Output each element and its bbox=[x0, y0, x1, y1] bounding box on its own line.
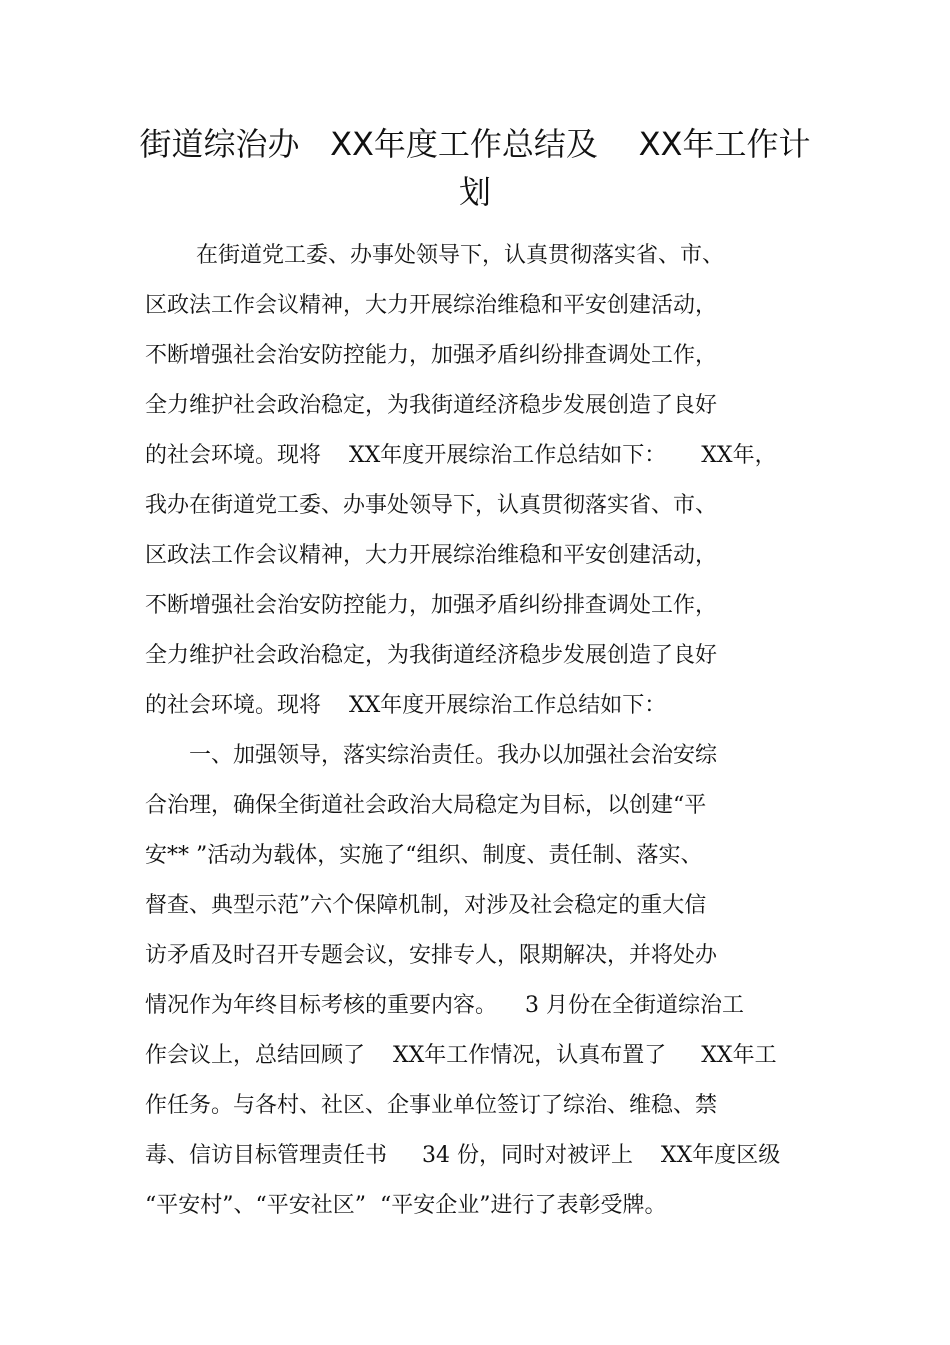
body-line: 全力维护社会政治稳定，为我街道经济稳步发展创造了良好 bbox=[145, 643, 718, 668]
body-line: “平安村”、“平安社区” “平安企业”进行了表彰受牌。 bbox=[145, 1193, 667, 1218]
body-line: 的社会环境。现将 XX年度开展综治工作总结如下： XX年， bbox=[145, 443, 777, 468]
document-title-line-1: 街道综治办 XX年度工作总结及 XX年工作计 bbox=[139, 125, 811, 163]
body-line: 合治理，确保全街道社会政治大局稳定为目标，以创建“平 bbox=[145, 793, 707, 818]
body-line: 作任务。与各村、社区、企事业单位签订了综治、维稳、禁 bbox=[145, 1093, 718, 1118]
body-line: 督查、典型示范”六个保障机制，对涉及社会稳定的重大信 bbox=[145, 893, 707, 918]
body-line: 作会议上，总结回顾了 XX年工作情况，认真布置了 XX年工 bbox=[145, 1043, 777, 1068]
body-line: 一、加强领导，落实综治责任。我办以加强社会治安综 bbox=[189, 743, 718, 768]
body-line: 访矛盾及时召开专题会议，安排专人，限期解决，并将处办 bbox=[145, 943, 718, 968]
body-line: 情况作为年终目标考核的重要内容。 3 月份在全街道综治工 bbox=[145, 993, 744, 1018]
body-line: 区政法工作会议精神，大力开展综治维稳和平安创建活动， bbox=[145, 293, 718, 318]
body-line: 安** ”活动为载体，实施了“组织、制度、责任制、落实、 bbox=[145, 843, 703, 868]
document-title-line-2: 划 bbox=[458, 173, 491, 211]
body-line: 我办在街道党工委、办事处领导下，认真贯彻落实省、市、 bbox=[145, 493, 718, 518]
body-line: 毒、信访目标管理责任书 34 份，同时对被评上 XX年度区级 bbox=[145, 1143, 781, 1168]
body-line: 不断增强社会治安防控能力，加强矛盾纠纷排查调处工作， bbox=[145, 343, 718, 368]
body-line: 在街道党工委、办事处领导下，认真贯彻落实省、市、 bbox=[196, 243, 725, 268]
body-line: 的社会环境。现将 XX年度开展综治工作总结如下： bbox=[145, 693, 667, 718]
body-line: 全力维护社会政治稳定，为我街道经济稳步发展创造了良好 bbox=[145, 393, 718, 418]
body-line: 不断增强社会治安防控能力，加强矛盾纠纷排查调处工作， bbox=[145, 593, 718, 618]
body-line: 区政法工作会议精神，大力开展综治维稳和平安创建活动， bbox=[145, 543, 718, 568]
